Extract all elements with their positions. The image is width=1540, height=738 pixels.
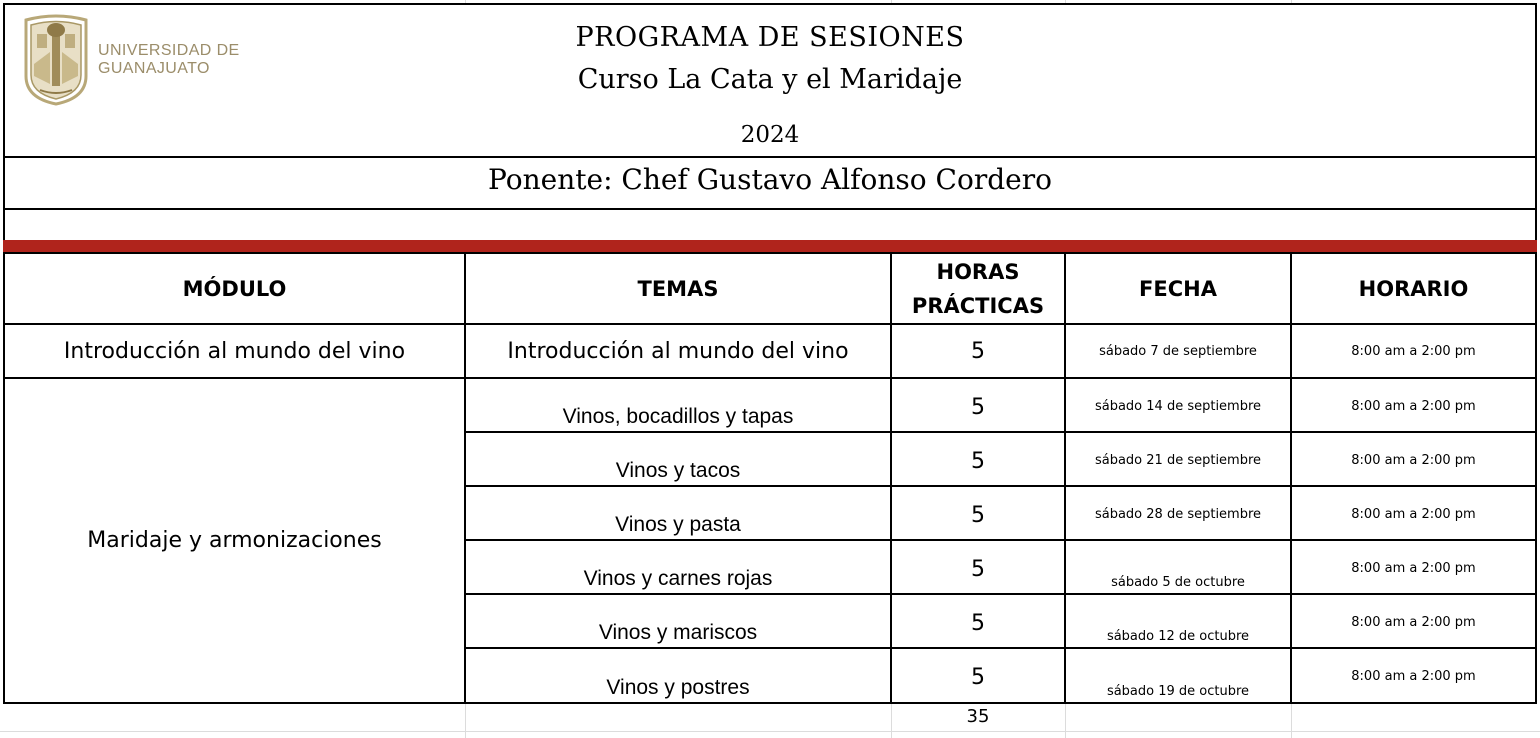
hours-cell: 5 xyxy=(971,557,985,582)
header-hours-line1: HORAS xyxy=(936,259,1020,284)
header-hours-line2: PRÁCTICAS xyxy=(911,293,1045,318)
date-cell: sábado 19 de octubre xyxy=(1106,684,1250,699)
gridline xyxy=(0,731,1540,732)
date-cell: sábado 14 de septiembre xyxy=(1094,399,1262,414)
time-cell: 8:00 am a 2:00 pm xyxy=(1351,399,1476,414)
blank-row xyxy=(3,208,1537,242)
hours-cell: 5 xyxy=(971,665,985,690)
hours-cell: 5 xyxy=(971,503,985,528)
course-name: Curso La Cata y el Maridaje xyxy=(577,64,963,95)
date-cell: sábado 7 de septiembre xyxy=(1099,343,1257,359)
time-cell: 8:00 am a 2:00 pm xyxy=(1351,615,1476,630)
module-cell: Maridaje y armonizaciones xyxy=(87,528,382,553)
topic-cell: Vinos y mariscos xyxy=(598,621,758,644)
total-hours: 35 xyxy=(966,706,990,727)
topic-cell: Vinos, bocadillos y tapas xyxy=(562,405,794,428)
module-cell: Introducción al mundo del vino xyxy=(63,338,406,364)
time-cell: 8:00 am a 2:00 pm xyxy=(1351,669,1476,684)
header-hours xyxy=(892,254,1064,323)
time-cell: 8:00 am a 2:00 pm xyxy=(1351,453,1476,468)
header-topics: TEMAS xyxy=(637,276,719,301)
speaker-name: Ponente: Chef Gustavo Alfonso Cordero xyxy=(488,163,1052,196)
hours-cell: 5 xyxy=(971,395,985,420)
date-cell: sábado 21 de septiembre xyxy=(1094,453,1262,468)
topic-cell: Introducción al mundo del vino xyxy=(507,338,849,364)
date-cell: sábado 12 de octubre xyxy=(1106,629,1250,644)
time-cell: 8:00 am a 2:00 pm xyxy=(1351,561,1476,576)
topic-cell: Vinos y tacos xyxy=(615,459,741,482)
accent-bar xyxy=(3,240,1537,252)
header-schedule: HORARIO xyxy=(1358,276,1469,301)
date-cell: sábado 28 de septiembre xyxy=(1094,507,1262,522)
document-title: PROGRAMA DE SESIONES xyxy=(575,22,965,53)
university-name-line2: GUANAJUATO xyxy=(98,60,210,77)
year: 2024 xyxy=(740,122,800,148)
topic-cell: Vinos y carnes rojas xyxy=(583,567,773,590)
time-cell: 8:00 am a 2:00 pm xyxy=(1351,343,1476,359)
topic-cell: Vinos y postres xyxy=(606,676,750,699)
university-name-line1: UNIVERSIDAD DE xyxy=(98,42,240,59)
hours-cell: 5 xyxy=(971,449,985,474)
header-module: MÓDULO xyxy=(182,276,287,301)
time-cell: 8:00 am a 2:00 pm xyxy=(1351,507,1476,522)
header-date: FECHA xyxy=(1139,276,1217,301)
hours-cell: 5 xyxy=(971,611,985,636)
topic-cell: Vinos y pasta xyxy=(615,513,741,536)
hours-cell: 5 xyxy=(971,338,985,364)
date-cell: sábado 5 de octubre xyxy=(1111,575,1245,590)
